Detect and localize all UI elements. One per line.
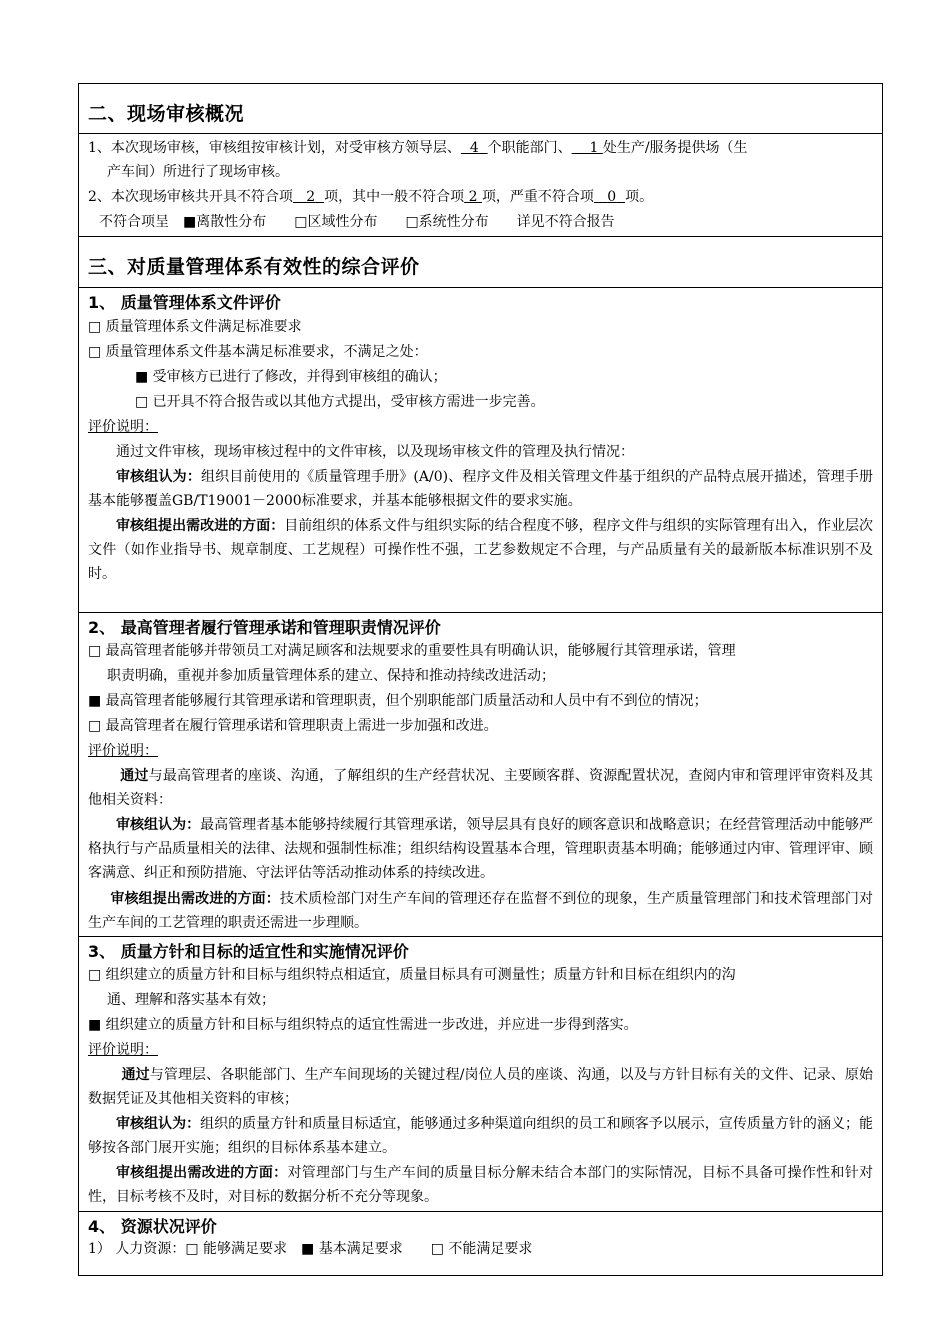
p3-text-2: 审核组认为：组织的质量方针和质量目标适宜，能够通过多种渠道向组织的员工和顾客予以展示，宣传质量方针的涵义；能够按各部门展开实施；组织的目标体系基本建立。 xyxy=(88,1116,874,1156)
divider xyxy=(79,936,882,937)
p1-text-3: 审核组提出需改进的方面：目前组织的体系文件与组织实际的结合程度不够，程序文件与组织的实际管理有出入，作业层次文件（如作业指导书、规章制度、工艺规程）可操作性不强，工艺参数规定不合理，与产品质量有关的最新版本标准识别不及时。 xyxy=(88,518,874,582)
text: 项，其中一般不符合项 xyxy=(324,189,465,205)
p3-eval-label: 评价说明： xyxy=(88,1042,158,1058)
divider xyxy=(79,287,882,288)
section-2-title: 二、现场审核概况 xyxy=(88,103,245,125)
p2-option-2: ■ 最高管理者能够履行其管理承诺和管理职责，但个别职能部门质量活动和人员中有不到位的情况； xyxy=(88,693,708,709)
p2-eval-label: 评价说明： xyxy=(88,743,158,759)
divider xyxy=(79,133,882,134)
p2-text-2: 审核组认为：最高管理者基本能够持续履行其管理承诺，领导层具有良好的顾客意识和战略意识；在经营管理活动中能够严格执行与产品质量相关的法律、法规和强制性标准；组织结构设置基本合理，管理职责基本明确；能够通过内审、管理评审、顾客满意、纠正和预防措施、守法评估等活动推动体系的持续改进。 xyxy=(88,817,874,881)
sec2-line-1 xyxy=(88,136,874,160)
nc-total: 2 xyxy=(306,189,316,205)
p2-option-1: □ 最高管理者能够并带领员工对满足顾客和法规要求的重要性具有明确认识，能够履行其管理承诺，管理 xyxy=(88,643,736,659)
p1-text-1: 通过文件审核，现场审核过程中的文件审核，以及现场审核文件的管理及执行情况： xyxy=(116,444,634,460)
part-4-title: 4、 资源状况评价 xyxy=(88,1217,217,1236)
text: 2、本次现场审核共开具不符合项 xyxy=(88,189,293,205)
p2-text-1: 通过与最高管理者的座谈、沟通，了解组织的生产经营状况、主要顾客群、资源配置状况，查阅内审和管理评审资料及其他相关资料： xyxy=(88,768,874,808)
p2-option-3: □ 最高管理者在履行管理承诺和管理职责上需进一步加强和改进。 xyxy=(88,718,498,734)
p2-option-1b: 职责明确，重视并参加质量管理体系的建立、保持和推动持续改进活动； xyxy=(107,668,555,684)
text: 项，严重不符合项 xyxy=(481,189,594,205)
text: 项。 xyxy=(625,189,654,205)
text: 处生产/服务提供场（生 xyxy=(602,140,748,156)
p3-option-2: ■ 组织建立的质量方针和目标与组织特点的适宜性需进一步改进，并应进一步得到落实。 xyxy=(88,1017,638,1033)
sec2-line-1b: 产车间）所进行了现场审核。 xyxy=(107,164,289,180)
divider xyxy=(79,1211,882,1212)
part-3-title: 3、 质量方针和目标的适宜性和实施情况评价 xyxy=(88,942,409,961)
text: 个职能部门、 xyxy=(487,140,572,156)
nc-distribution: 不符合项呈 ■离散性分布 □区域性分布 □系统性分布 详见不符合报告 xyxy=(99,214,615,230)
p1-option-2: □ 质量管理体系文件基本满足标准要求，不满足之处： xyxy=(88,344,428,360)
audit-report-frame xyxy=(78,83,883,1276)
sec2-line-2 xyxy=(88,185,874,209)
p1-option-4: □ 已开具不符合报告或以其他方式提出，受审核方需进一步完善。 xyxy=(135,394,545,410)
p4-option-1: 1） 人力资源：□ 能够满足要求 ■ 基本满足要求 □ 不能满足要求 xyxy=(88,1241,533,1257)
p3-text-3: 审核组提出需改进的方面：对管理部门与生产车间的质量目标分解未结合本部门的实际情况，目标不具备可操作性和针对性，目标考核不及时，对目标的数据分析不充分等现象。 xyxy=(88,1165,874,1205)
p1-text-2: 审核组认为：组织目前使用的《质量管理手册》(A/0)、程序文件及相关管理文件基于组织的产品特点展开描述，管理手册基本能够覆盖GB/T19001－2000标准要求，并基本能够根据文件的要求实施。 xyxy=(88,469,874,509)
section-3-title: 三、对质量管理体系有效性的综合评价 xyxy=(88,256,420,278)
p3-text-1: 通过与管理层、各职能部门、生产车间现场的关键过程/岗位人员的座谈、沟通，以及与方针目标有关的文件、记录、原始数据凭证及其他相关资料的审核； xyxy=(88,1067,874,1107)
p3-option-1: □ 组织建立的质量方针和目标与组织特点相适宜，质量目标具有可测量性；质量方针和目标在组织内的沟 xyxy=(88,967,736,983)
p2-text-3: 审核组提出需改进的方面：技术质检部门对生产车间的管理还存在监督不到位的现象，生产质量管理部门和技术管理部门对生产车间的工艺管理的职责还需进一步理顺。 xyxy=(88,891,874,931)
site-count: 1 xyxy=(589,140,599,156)
p1-option-3: ■ 受审核方已进行了修改，并得到审核组的确认； xyxy=(135,369,447,385)
divider xyxy=(79,236,882,237)
divider xyxy=(79,612,882,613)
text: 1、本次现场审核，审核组按审核计划，对受审核方领导层、 xyxy=(88,140,461,156)
p1-eval-label: 评价说明： xyxy=(88,419,158,435)
part-1-title: 1、 质量管理体系文件评价 xyxy=(88,293,281,312)
p3-option-1b: 通、理解和落实基本有效； xyxy=(107,992,275,1008)
part-2-title: 2、 最高管理者履行管理承诺和管理职责情况评价 xyxy=(88,618,441,637)
dept-count: 4 xyxy=(469,140,479,156)
nc-minor: 2 xyxy=(468,189,478,205)
nc-major: 0 xyxy=(607,189,617,205)
p1-option-1: □ 质量管理体系文件满足标准要求 xyxy=(88,319,302,335)
